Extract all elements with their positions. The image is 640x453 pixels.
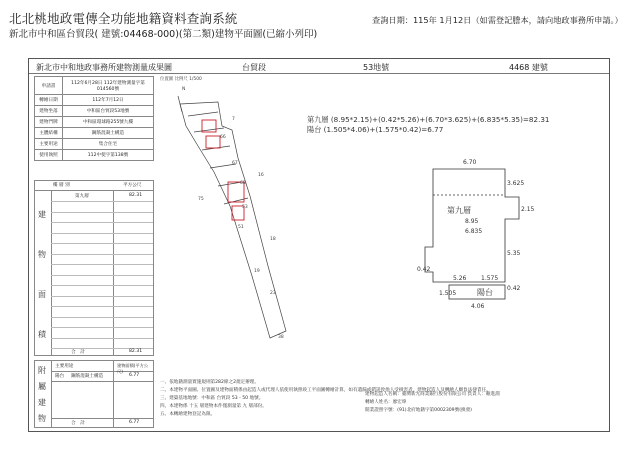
info-value: 112年6月28日 112年建物測量字第014560號: [63, 77, 154, 95]
sheet-section: 台貿段: [242, 63, 266, 72]
parcel-label: 16: [258, 173, 264, 178]
info-value: 鋼筋混凝土構造: [63, 128, 154, 139]
plan-label: 陽台: [477, 288, 493, 297]
info-value: 集合住宅: [63, 139, 154, 150]
area-row-floor: 第九層: [75, 194, 89, 199]
parcel-label: 51: [238, 225, 244, 230]
floor-plan: [413, 147, 573, 317]
note-line: 三、建築基地地號：中和區 台貿段 53 - 50 地號。: [160, 396, 264, 401]
parcel-label: 23: [270, 291, 276, 296]
plan-label: 6.70: [463, 159, 477, 166]
info-label: 建物門牌: [35, 117, 63, 128]
info-label: 使用執照: [35, 150, 63, 161]
attached-side-3: 建: [38, 398, 46, 407]
note-line: 一、依地籍測量實施規則第282條之2規定辦理。: [160, 380, 259, 385]
info-label: 主體結構: [35, 128, 63, 139]
sheet-title: 新北市中和地政事務所建物測量成果圖: [36, 63, 172, 72]
page-subtitle: 新北市中和區台貿段( 建號:04468-000)(第二類)建物平面圖(已縮小列印): [9, 29, 318, 40]
area-col-floor: 樓 層 別: [53, 183, 70, 188]
info-table: [34, 76, 154, 161]
parcel-label: 18: [270, 237, 276, 242]
parcel-label: 38: [278, 335, 284, 340]
area-row-value: 82.31: [129, 193, 143, 198]
area-col-unit: 平方公尺: [123, 183, 142, 188]
info-row: [35, 150, 154, 161]
parcel-label: 19: [254, 269, 260, 274]
info-value: 中和區台貿段53地號: [63, 106, 154, 117]
attached-col2: 建物面積(平方公尺): [117, 363, 148, 374]
plan-label: 0.42: [417, 266, 431, 273]
attached-block: [34, 360, 154, 428]
page-title: 北北桃地政電傳全功能地籍資料查詢系統: [9, 11, 238, 26]
info-label: 建物坐落: [35, 106, 63, 117]
attached-side-1: 附: [38, 366, 46, 375]
attached-col1: 主要用途: [55, 364, 74, 369]
area-side-2: 物: [38, 250, 46, 259]
plan-label: 4.06: [471, 303, 485, 310]
note-line: 四、本建物係 十五 層建物本件僅測量第 九 層部份。: [160, 404, 267, 409]
attached-total-value: 6.77: [129, 420, 140, 425]
survey-sheet: [28, 58, 610, 432]
info-row: [35, 95, 154, 106]
info-value: 112中使字第138號: [63, 150, 154, 161]
info-value: 112年7月12日: [63, 95, 154, 106]
attached-total-label: 合 計: [71, 421, 85, 426]
parcel-label: 53: [242, 205, 248, 210]
north-label: N: [182, 87, 186, 92]
info-label: 轉繪日期: [35, 95, 63, 106]
attached-side-2: 屬: [38, 382, 46, 391]
plan-label: 5.26: [453, 275, 467, 282]
map-scale-label: 位置圖 比例尺 1/500: [160, 77, 202, 82]
attached-side-4: 物: [38, 414, 46, 423]
info-label: 主要用途: [35, 139, 63, 150]
info-row: [35, 106, 154, 117]
info-value: 中和區環球路255號九樓: [63, 117, 154, 128]
area-side-3: 面: [38, 290, 46, 299]
note-right-line: 開業證照字號：(91)北府地籍字第0002309號(換發): [365, 408, 472, 413]
area-total-label: 合 計: [71, 350, 85, 355]
parcel-label: 7: [232, 117, 235, 122]
note-line: 五、本轉繪建物登記為限。: [160, 412, 216, 417]
info-row: [35, 77, 154, 95]
attached-structure: 鋼筋混凝土構造: [71, 374, 104, 379]
parcel-label: 67: [232, 161, 238, 166]
location-map-drawing: [158, 76, 298, 356]
info-row: [35, 139, 154, 150]
area-block: [34, 180, 154, 356]
plan-label: 3.625: [507, 180, 525, 187]
note-right-line: 轉繪人姓名：廖宏瑋: [365, 400, 407, 405]
parcel-label: 66: [220, 135, 226, 140]
parcel-label: 75: [198, 197, 204, 202]
parcel-label: 68: [240, 181, 246, 186]
plan-label: 6.835: [465, 228, 483, 235]
formula-balcony: 陽台 (1.505*4.06)+(1.575*0.42)=6.77: [307, 125, 444, 134]
plan-label: 8.95: [465, 218, 479, 225]
info-row: [35, 117, 154, 128]
info-row: [35, 128, 154, 139]
attached-use: 陽台: [55, 374, 65, 379]
plan-label: 1.505: [439, 290, 457, 297]
note-line: 二、本建物平面圖、位置圖及建物面積係由起造人或代理人依使用執照竣工平面圖轉繪計算，如有遺漏或錯誤致他人受損害者，建物起造人及轉繪人願負法律責任。: [160, 388, 491, 393]
plan-label: 第九層: [447, 206, 471, 215]
query-date: 查詢日期：115年 1月12日（如需登記謄本，請向地政事務所申請。）: [372, 15, 623, 25]
sheet-lot: 53地號: [363, 63, 390, 72]
area-side-1: 建: [38, 210, 46, 219]
area-side-4: 積: [38, 330, 46, 339]
plan-label: 1.575: [481, 275, 499, 282]
info-label: 申請書: [35, 77, 63, 95]
note-right-line: 建物起造人名稱：臺灣新光商業銀行股份有限公司 負責人：賴進淵: [365, 392, 500, 397]
location-map: [158, 76, 298, 356]
formula-floor: 第九層 (8.95*2.15)+(0.42*5.26)+(6.70*3.625)+(6.835*5.35)=82.31: [307, 115, 550, 124]
plan-label: 0.42: [507, 285, 521, 292]
sheet-header: [29, 59, 609, 74]
plan-label: 5.35: [507, 250, 521, 257]
attached-area: 6.77: [129, 373, 140, 378]
area-total-value: 82.31: [129, 349, 143, 354]
sheet-building: 4468 建號: [509, 63, 548, 72]
plan-label: 2.15: [521, 206, 535, 213]
